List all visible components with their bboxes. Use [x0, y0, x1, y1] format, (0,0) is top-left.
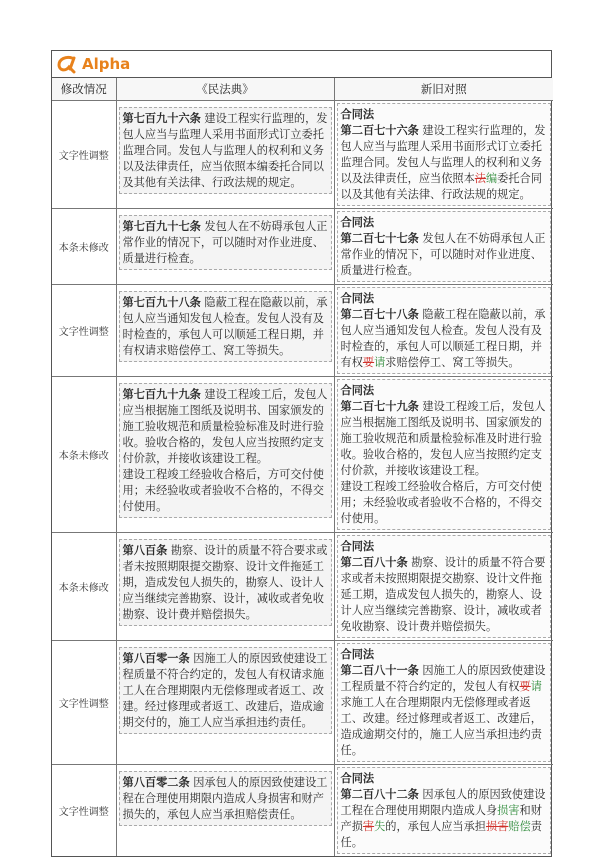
row-status: 文字性调整: [52, 285, 116, 377]
comparison-table: [52, 78, 553, 856]
new-article-cell: [337, 535, 552, 638]
inserted-text: 请: [530, 680, 542, 693]
old-article-cell: [119, 771, 332, 826]
table-row: [52, 101, 553, 209]
article-text: 隐蔽工程在隐蔽以前，承包人应当通知发包人检查。发包人没有及时检查的，承包人可以顺延工程日期，并有权请求赔偿停工、窝工等损失。: [122, 296, 328, 357]
new-article-cell: [337, 211, 552, 282]
article-number: 第七百九十七条: [122, 219, 201, 233]
article-paragraph: 建设工程竣工经验收合格后，方可交付使用；未经验收或者验收不合格的，不得交付使用。: [340, 480, 542, 525]
article-number: 第八百条: [122, 543, 168, 557]
table-row: [52, 533, 553, 641]
row-status: 本条未修改: [52, 533, 116, 641]
deleted-text: 要: [519, 680, 531, 693]
article-text: 建设工程实行监理的，发包人应当与监理人采用书面形式订立委托监理合同。发包人与监理人的权利和义务以及法律责任，应当依照本编委托合同以及其他有关法律、行政法规的规定。: [122, 112, 328, 189]
table-row: [52, 765, 553, 857]
inserted-text: 编: [485, 172, 498, 185]
article-text: 勘察、设计的质量不符合要求或者未按照期限提交勘察、设计文件拖延工期，造成发包人损失的，勘察人、设计人应当继续完善勘察、设计，减收或者免收勘察、设计费并赔偿损失。: [122, 544, 328, 621]
new-article-cell: [337, 767, 552, 854]
deleted-text: 损害: [486, 820, 509, 833]
article-number: 第二百七十八条: [340, 307, 419, 321]
row-status: 本条未修改: [52, 377, 116, 533]
brand-bar: [52, 51, 551, 78]
article-number: 第七百九十八条: [122, 295, 201, 309]
article-number: 第八百零二条: [122, 775, 190, 789]
article-text: 发包人在不妨碍承包人正常作业的情况下，可以随时对作业进度、质量进行检查。: [340, 232, 546, 277]
old-article-cell: [119, 647, 332, 734]
table-row: [52, 377, 553, 533]
article-text: 因承包人的原因致使建设工程在合理使用期限内造成人身: [340, 788, 546, 817]
article-text: 因施工人的原因致使建设工程质量不符合约定的，发包人有权: [340, 664, 546, 693]
article-paragraph: 建设工程竣工经验收合格后，方可交付使用；未经验收或者验收不合格的，不得交付使用。: [122, 468, 324, 513]
law-name: 合同法: [340, 647, 375, 661]
inserted-text: 损害: [497, 804, 520, 817]
old-article-cell: [119, 215, 332, 270]
row-status: 文字性调整: [52, 765, 116, 857]
article-number: 第二百七十九条: [340, 399, 419, 413]
article-text: 建设工程实行监理的，发包人应当与监理人采用书面形式订立委托监理合同。发包人与监理人的权利和义务以及法律责任，应当依照本: [340, 124, 546, 185]
old-article-cell: [119, 107, 332, 194]
header-civil-code: 《民法典》: [116, 78, 334, 101]
article-text: 求赔偿停工、窝工等损失。: [385, 356, 520, 369]
row-status: 文字性调整: [52, 101, 116, 209]
table-row: [52, 285, 553, 377]
article-number: 第二百八十二条: [340, 787, 419, 801]
article-text: 因施工人的原因致使建设工程质量不符合约定的，发包人有权请求施工人在合理期限内无偿修理或者返工、改建。经过修理或者返工、改建后，造成逾期交付的，施工人应当承担违约责任。: [122, 652, 328, 729]
article-number: 第二百七十六条: [340, 123, 419, 137]
article-text: 和财产损: [340, 804, 542, 833]
new-article-cell: [337, 379, 552, 530]
article-text: 勘察、设计的质量不符合要求或者未按照期限提交勘察、设计文件拖延工期，造成发包人损失的，勘察人、设计人应当继续完善勘察、设计，减收或者免收勘察、设计费并赔偿损失。: [340, 556, 546, 633]
deleted-text: 要: [362, 356, 375, 369]
article-text: 建设工程竣工后，发包人应当根据施工图纸及说明书、国家颁发的施工验收规范和质量检验标准及时进行验收。验收合格的，发包人应当按照约定支付价款，并接收该建设工程。: [340, 400, 546, 477]
inserted-text: 赔偿: [508, 820, 531, 833]
table-row: [52, 641, 553, 765]
new-article-cell: [337, 103, 552, 206]
article-text: 的，承包人应当承担: [385, 820, 486, 833]
article-number: 第二百八十条: [340, 555, 408, 569]
table-header-row: [52, 78, 553, 101]
deleted-text: 害: [362, 820, 375, 833]
old-article-cell: [119, 383, 332, 518]
deleted-text: 法: [474, 172, 486, 185]
alpha-logo-icon: [56, 54, 78, 74]
article-number: 第七百九十六条: [122, 111, 201, 125]
article-text: 因承包人的原因致使建设工程在合理使用期限内造成人身损害和财产损失的，承包人应当承担赔偿责任。: [122, 776, 328, 821]
law-name: 合同法: [340, 771, 375, 785]
article-text: 求施工人在合理期限内无偿修理或者返工、改建。经过修理或者返工、改建后，造成逾期交付的，施工人应当承担违约责任。: [340, 696, 542, 757]
new-article-cell: [337, 287, 552, 374]
article-number: 第七百九十九条: [122, 387, 201, 401]
article-number: 第八百零一条: [122, 651, 190, 665]
law-name: 合同法: [340, 539, 375, 553]
comparison-sheet: [51, 50, 552, 857]
law-name: 合同法: [340, 383, 375, 397]
law-name: 合同法: [340, 291, 375, 305]
article-number: 第二百八十一条: [340, 663, 419, 677]
old-article-cell: [119, 539, 332, 626]
header-status: 修改情况: [52, 78, 116, 101]
article-text: 发包人在不妨碍承包人正常作业的情况下，可以随时对作业进度、质量进行检查。: [122, 220, 328, 265]
article-number: 第二百七十七条: [340, 231, 419, 245]
inserted-text: 请: [374, 356, 386, 369]
table-row: [52, 209, 553, 285]
article-text: 建设工程竣工后，发包人应当根据施工图纸及说明书、国家颁发的施工验收规范和质量检验标准及时进行验收。验收合格的，发包人应当按照约定支付价款，并接收该建设工程。: [122, 388, 328, 465]
old-article-cell: [119, 291, 332, 362]
law-name: 合同法: [340, 107, 375, 121]
article-text: 责任。: [340, 820, 542, 849]
row-status: 文字性调整: [52, 641, 116, 765]
brand-name: Alpha: [82, 55, 131, 73]
article-text: 隐蔽工程在隐蔽以前，承包人应当通知发包人检查。发包人没有及时检查的，承包人可以顺延工程日期，并有权: [340, 308, 546, 369]
law-name: 合同法: [340, 215, 375, 229]
new-article-cell: [337, 643, 552, 762]
header-comparison: 新旧对照: [334, 78, 553, 101]
article-text: 委托合同以及其他有关法律、行政法规的规定。: [340, 172, 542, 201]
inserted-text: 失: [374, 820, 386, 833]
row-status: 本条未修改: [52, 209, 116, 285]
